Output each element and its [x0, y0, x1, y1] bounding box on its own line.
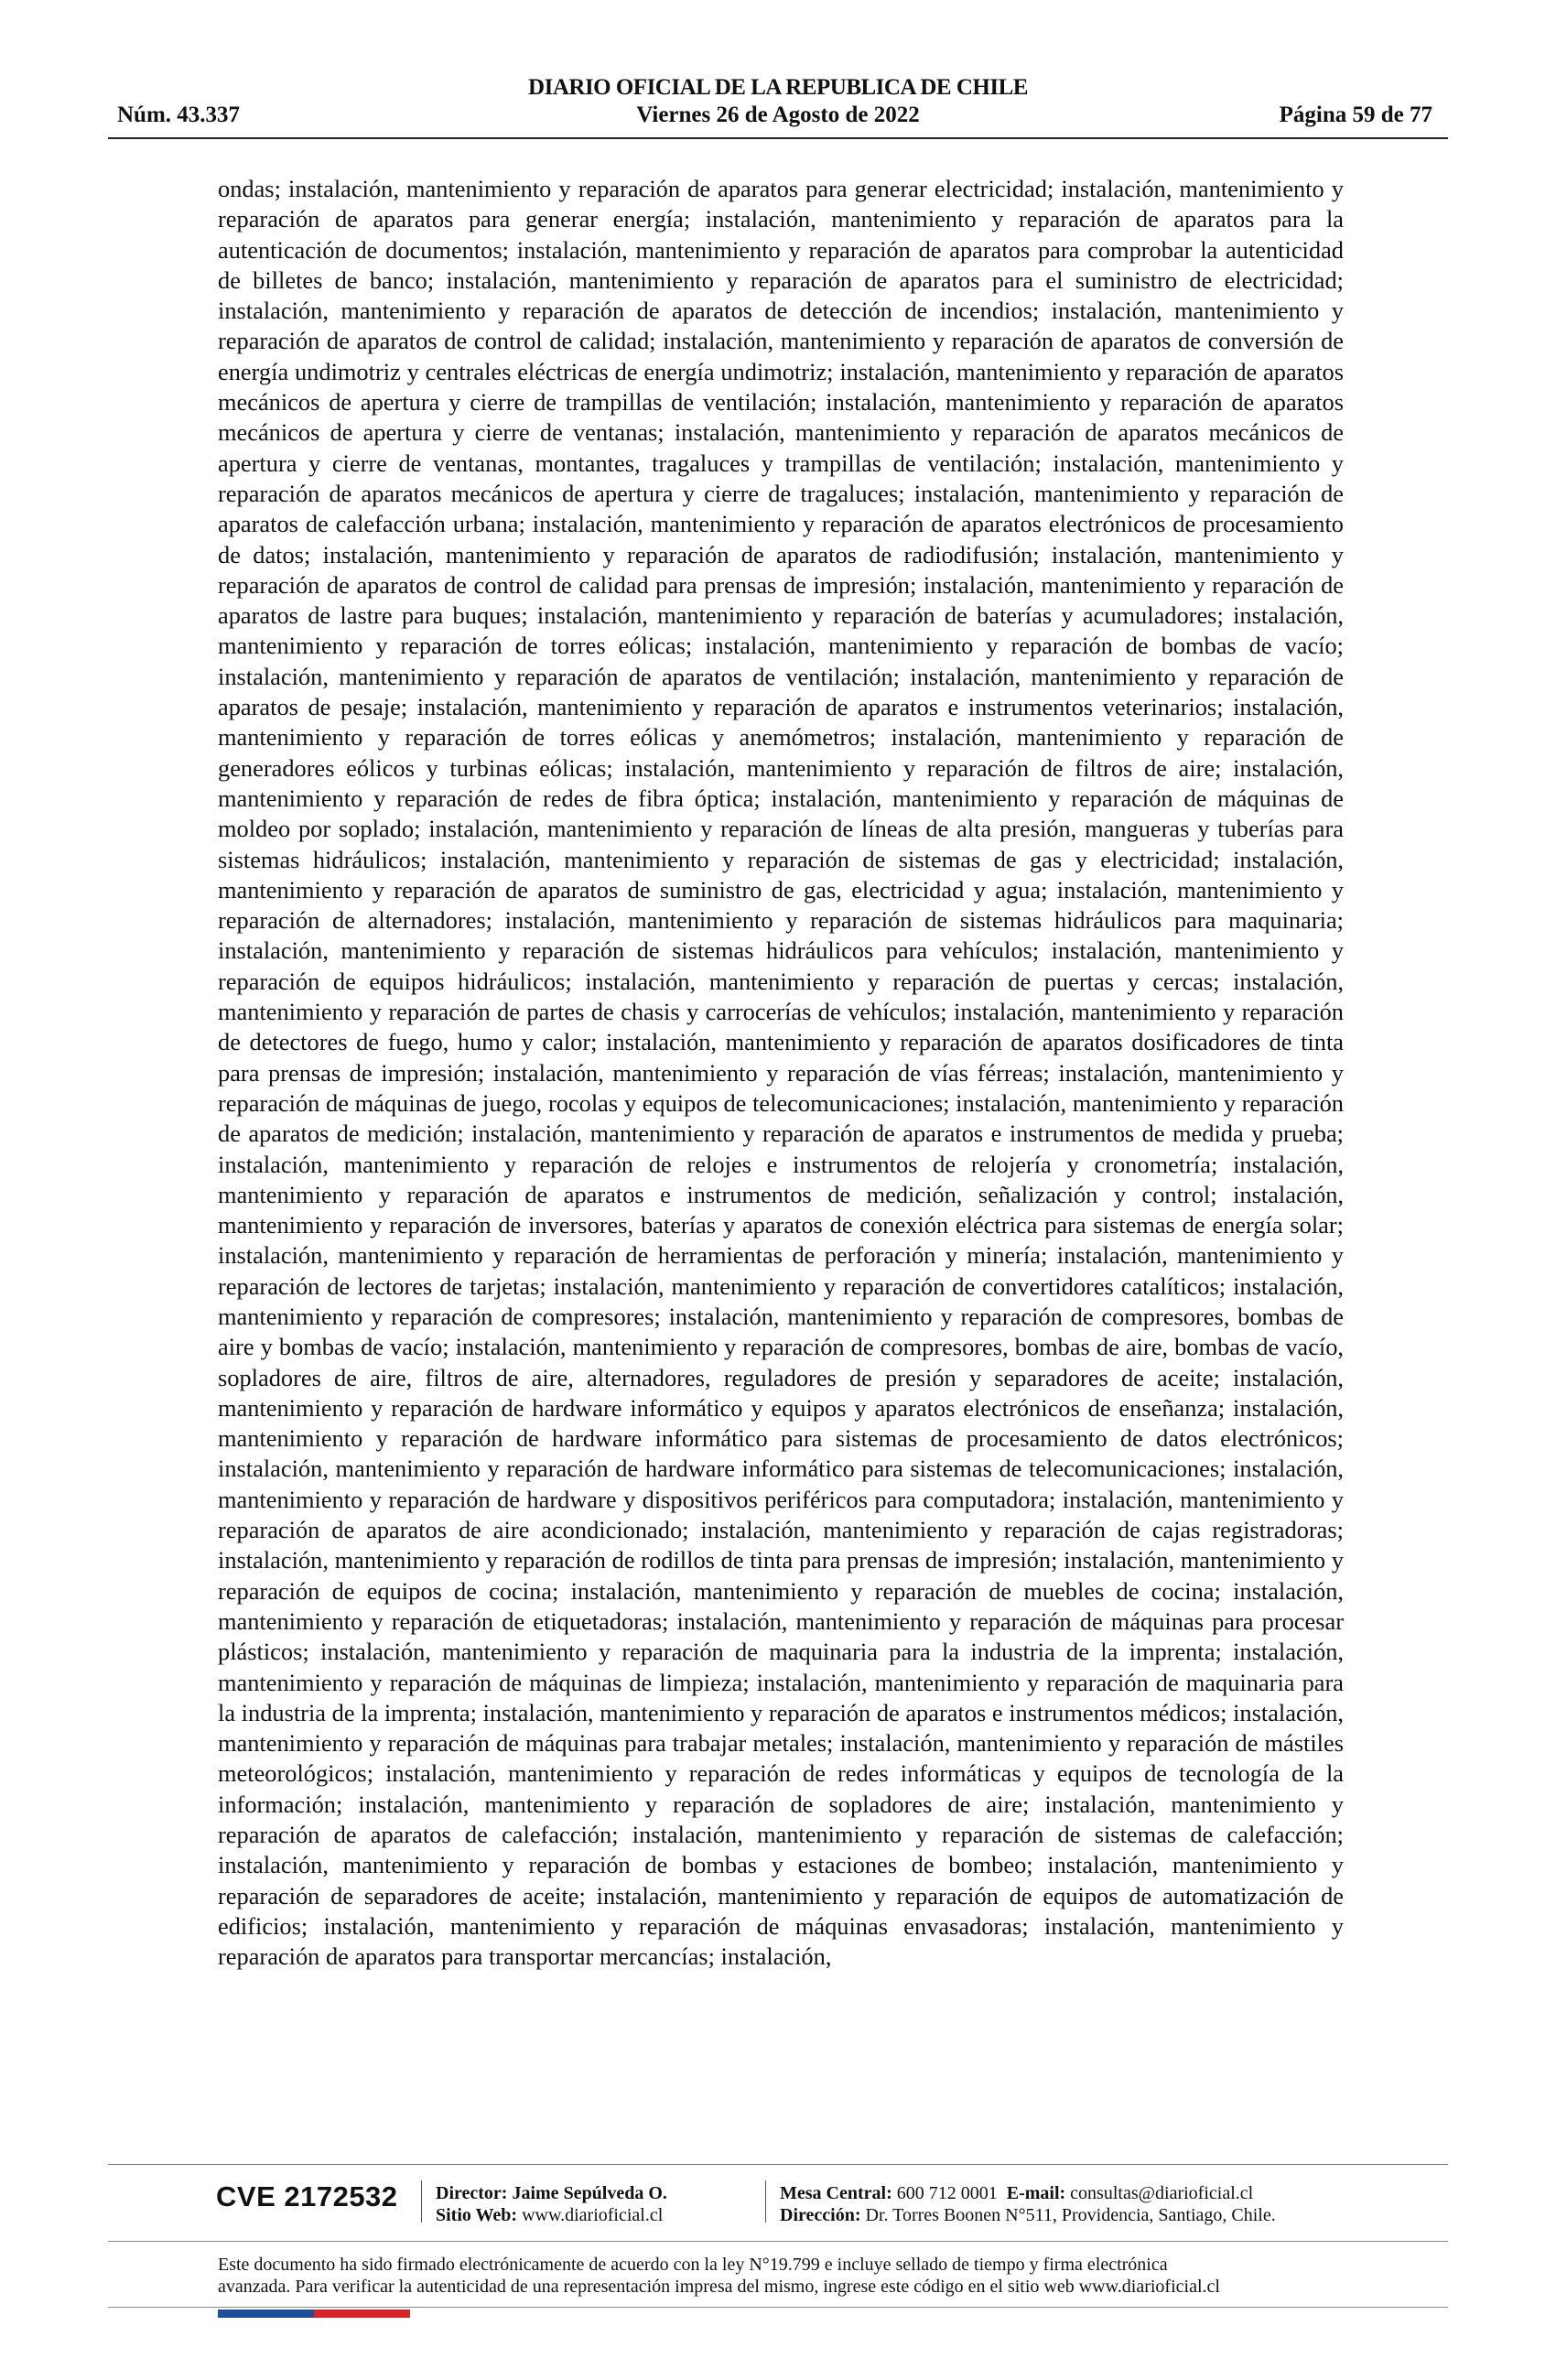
- email-link[interactable]: consultas@diarioficial.cl: [1070, 2183, 1254, 2203]
- footer-separator: [421, 2180, 422, 2223]
- contact-line: [780, 2182, 1253, 2204]
- address-label: Dirección:: [780, 2205, 861, 2225]
- flag-red-segment: [314, 2310, 410, 2318]
- phone-label: Mesa Central:: [780, 2183, 892, 2203]
- footer-divider-middle: [108, 2241, 1448, 2242]
- address-line: [780, 2204, 1276, 2226]
- website-link[interactable]: www.diarioficial.cl: [522, 2205, 664, 2225]
- footer-divider-bottom: [108, 2307, 1448, 2308]
- director-label: Director:: [436, 2183, 508, 2203]
- header-divider: [108, 137, 1448, 139]
- website-label: Sitio Web:: [436, 2205, 518, 2225]
- flag-blue-segment: [218, 2310, 314, 2318]
- publication-date: Viernes 26 de Agosto de 2022: [636, 103, 920, 127]
- cve-code: CVE 2172532: [216, 2180, 398, 2212]
- email-label: E-mail:: [1006, 2183, 1066, 2203]
- publication-title: DIARIO OFICIAL DE LA REPUBLICA DE CHILE: [528, 75, 1028, 100]
- director-line: [436, 2182, 667, 2204]
- phone-number: 600 712 0001: [896, 2183, 998, 2203]
- address-value: Dr. Torres Boonen N°511, Providencia, Santiago, Chile.: [865, 2205, 1276, 2225]
- issue-number: Núm. 43.337: [117, 103, 241, 127]
- legal-notice-line-2: avanzada. Para verificar la autenticidad de una representación impresa del mismo, ingrese este código en el sitio web www.diarioficial.cl: [218, 2277, 1220, 2297]
- page-indicator: Página 59 de 77: [1279, 103, 1432, 127]
- website-line: [436, 2204, 663, 2226]
- footer-separator: [765, 2180, 766, 2223]
- legal-notice-line-1: Este documento ha sido firmado electrónicamente de acuerdo con la ley N°19.799 e incluye sellado de tiempo y firma electrónica: [218, 2255, 1168, 2275]
- footer-divider-top: [108, 2164, 1448, 2165]
- body-paragraph: ondas; instalación, mantenimiento y reparación de aparatos para generar electricidad; instalación, mantenimiento y reparación de aparatos para generar energía; instalación, mantenimiento y reparación de aparatos para la autenticación de documentos; instalación, mantenimiento y reparación de aparatos para comprobar la autenticidad de billetes de banco; instalación, mantenimiento y reparación de aparatos para el suministro de electricidad; instalación, mantenimiento y reparación de aparatos de detección de incendios; instalación, mantenimiento y reparación de aparatos de control de calidad; instalación, mantenimiento y reparación de aparatos de conversión de energía undimotriz y centrales eléctricas de energía undimotriz; instalación, mantenimiento y reparación de aparatos mecánicos de apertura y cierre de trampillas de ventilación; instalación, mantenimiento y reparación de aparatos mecánicos de apertura y cierre de ventanas; instalación, mantenimiento y reparación de aparatos mecánicos de apertura y cierre de ventanas, montantes, tragaluces y trampillas de ventilación; instalación, mantenimiento y reparación de aparatos mecánicos de apertura y cierre de tragaluces; instalación, mantenimiento y reparación de aparatos de calefacción urbana; instalación, mantenimiento y reparación de aparatos electrónicos de procesamiento de datos; instalación, mantenimiento y reparación de aparatos de radiodifusión; instalación, mantenimiento y reparación de aparatos de control de calidad para prensas de impresión; instalación, mantenimiento y reparación de aparatos de lastre para buques; instalación, mantenimiento y reparación de baterías y acumuladores; instalación, mantenimiento y reparación de torres eólicas; instalación, mantenimiento y reparación de bombas de vacío; instalación, mantenimiento y reparación de aparatos de ventilación; instalación, mantenimiento y reparación de aparatos de pesaje; instalación, mantenimiento y reparación de aparatos e instrumentos veterinarios; instalación, mantenimiento y reparación de torres eólicas y anemómetros; instalación, mantenimiento y reparación de generadores eólicos y turbinas eólicas; instalación, mantenimiento y reparación de filtros de aire; instalación, mantenimiento y reparación de redes de fibra óptica; instalación, mantenimiento y reparación de máquinas de moldeo por soplado; instalación, mantenimiento y reparación de líneas de alta presión, mangueras y tuberías para sistemas hidráulicos; instalación, mantenimiento y reparación de sistemas de gas y electricidad; instalación, mantenimiento y reparación de aparatos de suministro de gas, electricidad y agua; instalación, mantenimiento y reparación de alternadores; instalación, mantenimiento y reparación de sistemas hidráulicos para maquinaria; instalación, mantenimiento y reparación de sistemas hidráulicos para vehículos; instalación, mantenimiento y reparación de equipos hidráulicos; instalación, mantenimiento y reparación de puertas y cercas; instalación, mantenimiento y reparación de partes de chasis y carrocerías de vehículos; instalación, mantenimiento y reparación de detectores de fuego, humo y calor; instalación, mantenimiento y reparación de aparatos dosificadores de tinta para prensas de impresión; instalación, mantenimiento y reparación de vías férreas; instalación, mantenimiento y reparación de máquinas de juego, rocolas y equipos de telecomunicaciones; instalación, mantenimiento y reparación de aparatos de medición; instalación, mantenimiento y reparación de aparatos e instrumentos de medida y prueba; instalación, mantenimiento y reparación de relojes e instrumentos de relojería y cronometría; instalación, mantenimiento y reparación de aparatos e instrumentos de medición, señalización y control; instalación, mantenimiento y reparación de inversores, baterías y aparatos de conexión eléctrica para sistemas de energía solar; instalación, mantenimiento y reparación de herramientas de perforación y minería; instalación, mantenimiento y reparación de lectores de tarjetas; instalación, mantenimiento y reparación de convertidores catalíticos; instalación, mantenimiento y reparación de compresores; instalación, mantenimiento y reparación de compresores, bombas de aire y bombas de vacío; instalación, mantenimiento y reparación de compresores, bombas de aire, bombas de vacío, sopladores de aire, filtros de aire, alternadores, reguladores de presión y separadores de aceite; instalación, mantenimiento y reparación de hardware informático y equipos y aparatos electrónicos de enseñanza; instalación, mantenimiento y reparación de hardware informático para sistemas de procesamiento de datos electrónicos; instalación, mantenimiento y reparación de hardware informático para sistemas de telecomunicaciones; instalación, mantenimiento y reparación de hardware y dispositivos periféricos para computadora; instalación, mantenimiento y reparación de aparatos de aire acondicionado; instalación, mantenimiento y reparación de cajas registradoras; instalación, mantenimiento y reparación de rodillos de tinta para prensas de impresión; instalación, mantenimiento y reparación de equipos de cocina; instalación, mantenimiento y reparación de muebles de cocina; instalación, mantenimiento y reparación de etiquetadoras; instalación, mantenimiento y reparación de máquinas para procesar plásticos; instalación, mantenimiento y reparación de maquinaria para la industria de la imprenta; instalación, mantenimiento y reparación de máquinas de limpieza; instalación, mantenimiento y reparación de maquinaria para la industria de la imprenta; instalación, mantenimiento y reparación de aparatos e instrumentos médicos; instalación, mantenimiento y reparación de máquinas para trabajar metales; instalación, mantenimiento y reparación de mástiles meteorológicos; instalación, mantenimiento y reparación de redes informáticas y equipos de tecnología de la información; instalación, mantenimiento y reparación de sopladores de aire; instalación, mantenimiento y reparación de aparatos de calefacción; instalación, mantenimiento y reparación de sistemas de calefacción; instalación, mantenimiento y reparación de bombas y estaciones de bombeo; instalación, mantenimiento y reparación de separadores de aceite; instalación, mantenimiento y reparación de equipos de automatización de edificios; instalación, mantenimiento y reparación de máquinas envasadoras; instalación, mantenimiento y reparación de aparatos para transportar mercancías; instalación,: [218, 175, 1344, 1971]
- director-name: Jaime Sepúlveda O.: [512, 2183, 667, 2203]
- flag-color-stripe: [218, 2310, 410, 2318]
